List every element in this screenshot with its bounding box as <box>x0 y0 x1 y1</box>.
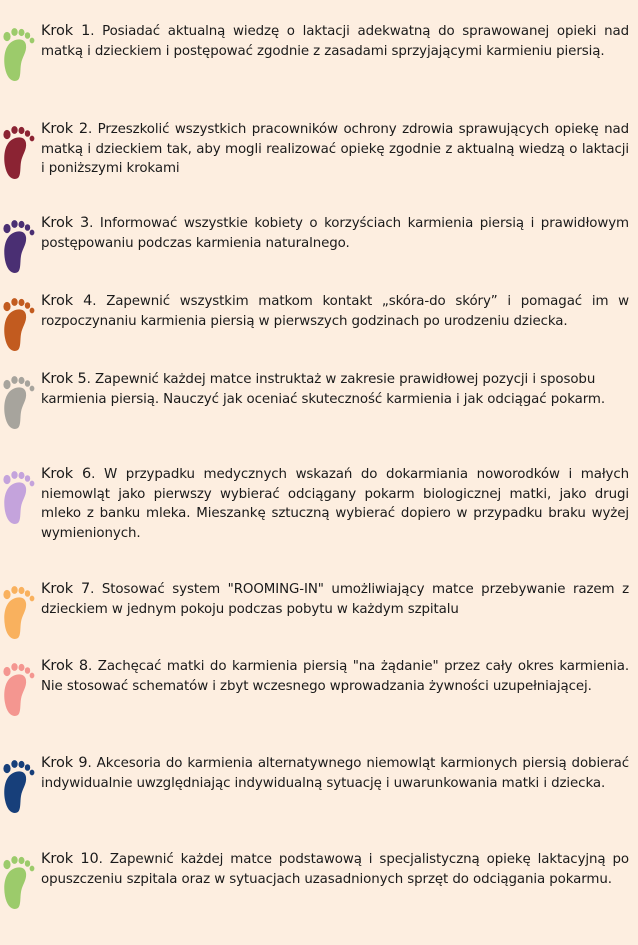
footprint-icon <box>0 22 40 86</box>
footprint-icon <box>0 850 40 914</box>
footprint-icon <box>0 214 40 278</box>
step-10-text: Krok 10. Zapewnić każdej matce podstawową i specjalistyczną opiekę laktacyjną po opuszczeniu szpitala oraz w sytuacjach uzasadnionych sprzęt do odciągania pokarmu. <box>41 851 630 887</box>
footprint-icon <box>0 580 40 644</box>
footprint-icon <box>0 465 40 529</box>
step-label: Krok 5 <box>41 371 87 387</box>
step-3-text: Krok 3. Informować wszystkie kobiety o korzyściach karmienia piersią i prawidłowym postępowaniu podczas karmienia naturalnego. <box>41 215 629 251</box>
footprint-icon <box>0 292 40 356</box>
step-description: Akcesoria do karmienia alternatywnego niemowląt karmionych piersią dobierać indywidualnie uwzględniając indywidualną sytuację i uwarunkowania matki i dziecka. <box>41 756 629 791</box>
step-2-text: Krok 2. Przeszkolić wszystkich pracowników ochrony zdrowia sprawujących opiekę nad matką i dzieckiem tak, aby mogli realizować opiekę zgodnie z aktualną wiedzą o laktacji i poniższymi krokami <box>41 121 629 176</box>
step-label: Krok 6 <box>41 466 92 482</box>
step-label: Krok 4 <box>41 293 93 309</box>
step-1-text: Krok 1. Posiadać aktualną wiedzę o laktacji adekwatną do sprawowanej opieki nad matką i dzieckiem i postępować zgodnie z zasadami sprzyjającymi karmieniu piersią. <box>41 23 629 59</box>
step-description: Przeszkolić wszystkich pracowników ochrony zdrowia sprawujących opiekę nad matką i dzieckiem tak, aby mogli realizować opiekę zgodnie z aktualną wiedzą o laktacji i poniższymi krokami <box>41 122 629 176</box>
step-label: Krok 2 <box>41 121 88 137</box>
step-description: Zapewnić każdej matce podstawową i specjalistyczną opiekę laktacyjną po opuszczeniu szpitala oraz w sytuacjach uzasadnionych sprzęt do odciągania pokarmu. <box>41 852 630 887</box>
step-label: Krok 8 <box>41 658 89 674</box>
step-6-text: Krok 6. W przypadku medycznych wskazań do dokarmiania noworodków i małych niemowląt jako pierwszy wybierać odciągany pokarm biologicznej matki, jako drugi mleko z banku mleka. Mieszankę sztuczną wybierać dopiero w przypadku braku wyżej wymienionych. <box>41 466 630 541</box>
step-label: Krok 10 <box>41 851 99 867</box>
footprint-icon <box>0 370 40 434</box>
step-label: Krok 7 <box>41 581 91 597</box>
footprint-icon <box>0 657 40 721</box>
step-description: Stosować system "ROOMING-IN" umożliwiający matce przebywanie razem z dzieckiem w jednym pokoju podczas pobytu w każdym szpitalu <box>41 582 630 617</box>
step-label: Krok 9 <box>41 755 88 771</box>
step-4-text: Krok 4. Zapewnić wszystkim matkom kontakt „skóra-do skóry” i pomagać im w rozpoczynaniu karmienia piersią w pierwszych godzinach po urodzeniu dziecka. <box>41 293 629 329</box>
footprint-icon <box>0 120 40 184</box>
footprint-icon <box>0 754 40 818</box>
step-description: Zapewnić wszystkim matkom kontakt „skóra-do skóry” i pomagać im w rozpoczynaniu karmienia piersią w pierwszych godzinach po urodzeniu dziecka. <box>41 294 629 329</box>
step-description: Informować wszystkie kobiety o korzyściach karmienia piersią i prawidłowym postępowaniu podczas karmienia naturalnego. <box>41 216 629 251</box>
step-label: Krok 1 <box>41 23 91 39</box>
step-5-text: Krok 5. Zapewnić każdej matce instruktaż w zakresie prawidłowej pozycji i sposobu karmienia piersią. Nauczyć jak oceniać skuteczność karmienia i jak odciągać pokarm. <box>41 371 605 407</box>
step-8-text: Krok 8. Zachęcać matki do karmienia piersią "na żądanie" przez cały okres karmienia. Nie stosować schematów i zbyt wczesnego wprowadzania żywności uzupełniającej. <box>41 658 629 694</box>
step-label: Krok 3 <box>41 215 90 231</box>
step-description: Zapewnić każdej matce instruktaż w zakresie prawidłowej pozycji i sposobu karmienia piersią. Nauczyć jak oceniać skuteczność karmienia i jak odciągać pokarm. <box>41 372 605 407</box>
step-7-text: Krok 7. Stosować system "ROOMING-IN" umożliwiający matce przebywanie razem z dzieckiem w jednym pokoju podczas pobytu w każdym szpitalu <box>41 581 630 617</box>
step-description: Posiadać aktualną wiedzę o laktacji adekwatną do sprawowanej opieki nad matką i dzieckiem i postępować zgodnie z zasadami sprzyjającymi karmieniu piersią. <box>41 24 629 59</box>
step-9-text: Krok 9. Akcesoria do karmienia alternatywnego niemowląt karmionych piersią dobierać indywidualnie uwzględniając indywidualną sytuację i uwarunkowania matki i dziecka. <box>41 755 629 791</box>
step-description: Zachęcać matki do karmienia piersią "na żądanie" przez cały okres karmienia. Nie stosować schematów i zbyt wczesnego wprowadzania żywności uzupełniającej. <box>41 659 629 694</box>
step-description: W przypadku medycznych wskazań do dokarmiania noworodków i małych niemowląt jako pierwszy wybierać odciągany pokarm biologicznej matki, jako drugi mleko z banku mleka. Mieszankę sztuczną wybierać dopiero w przypadku braku wyżej wymienionych. <box>41 467 630 541</box>
